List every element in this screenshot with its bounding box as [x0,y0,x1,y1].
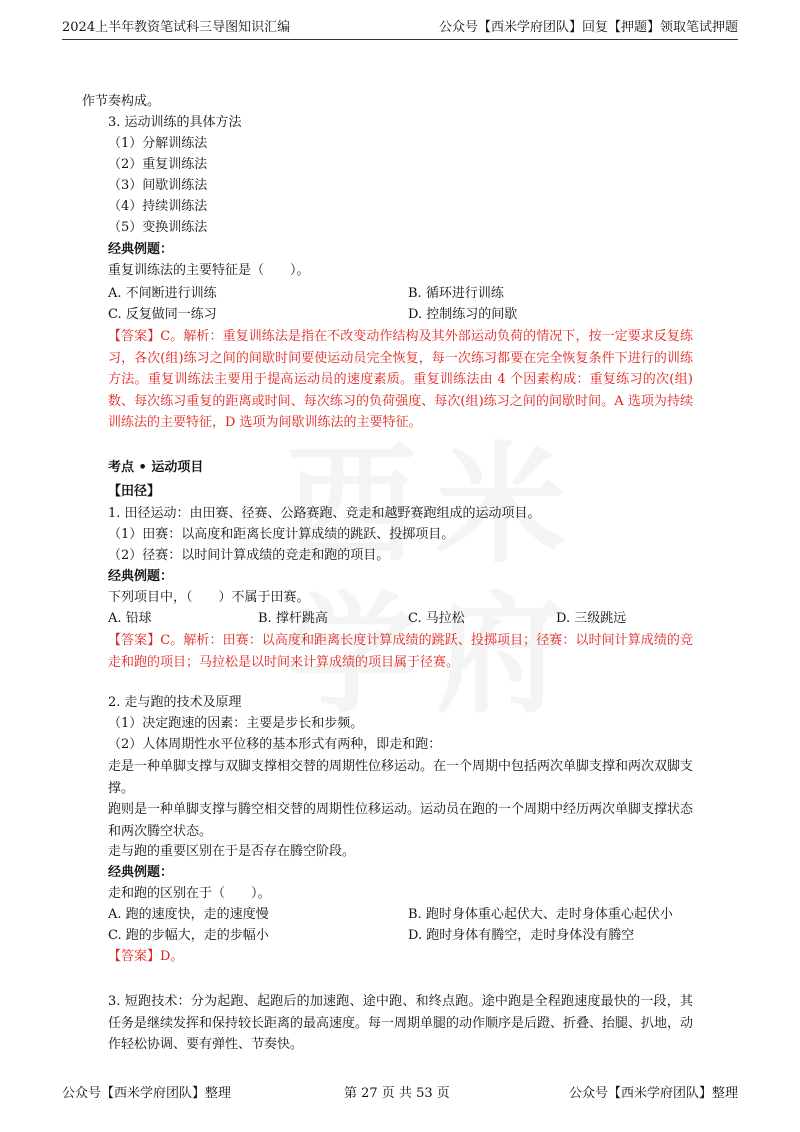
option-c: C. 跑的步幅大，走的步幅小 [108,928,269,943]
body-text: 1. 田径运动：由田赛、径赛、公路赛跑、竞走和越野赛跑组成的运动项目。 [108,506,541,521]
body-text: （1）田赛：以高度和距离长度计算成绩的跳跃、投掷项目。 [108,527,455,542]
option-c: C. 马拉松 [408,611,465,626]
page-footer [62,1084,738,1104]
example-label: 经典例题： [108,865,174,880]
answer-explanation: 【答案】C。解析：田赛：以高度和距离长度计算成绩的跳跃、投掷项目；径赛：以时间计算成绩的竞走和跑的项目；马拉松是以时间来计算成绩的项目属于径赛。 [108,633,693,670]
footer-right: 公众号【西米学府团队】整理 [568,1086,738,1101]
option-b: B. 撑杆跳高 [258,611,328,626]
body-text: （1）决定跑速的因素：主要是步长和步频。 [108,716,364,731]
watermark [286,430,616,730]
method-item: （4）持续训练法 [108,199,208,214]
question-text: 下列项目中，（ ）不属于田赛。 [108,590,310,605]
option-b: B. 跑时身体重心起伏大、走时身体重心起伏小 [408,907,673,922]
answer-explanation: 【答案】C。解析：重复训练法是指在不改变动作结构及其外部运动负荷的情况下，按一定要求反复练习，各次(组)练习之间的间歇时间要使运动员完全恢复，每一次练习都要在完全恢复条件下进行的训练方法。重复训练法主要用于提高运动员的速度素质。重复训练法由 4 个因素构成：重复练习的次(组)数、每次练习重复的距离或时间、每次练习的负荷强度、每次(组)练习之间的间歇时间。A 选项为持续训练法的主要特征，D 选项为间歇训练法的主要特征。 [108,329,693,430]
method-item: （1）分解训练法 [108,136,208,151]
option-c: C. 反复做同一练习 [108,307,217,322]
continued-text: 作节奏构成。 [82,94,161,109]
body-text: （2）径赛：以时间计算成绩的竞走和跑的项目。 [108,548,390,563]
question-text: 走和跑的区别在于（ ）。 [108,886,271,901]
header-title: 2024上半年教资笔试科三导图知识汇编 [62,20,291,35]
option-d: D. 三级跳远 [556,611,627,626]
heading-training-methods: 3. 运动训练的具体方法 [108,115,242,130]
option-b: B. 循环进行训练 [408,286,504,301]
option-a: A. 跑的速度快，走的速度慢 [108,907,269,922]
question-text: 重复训练法的主要特征是（ ）。 [108,263,310,278]
header-promo: 公众号【西米学府团队】回复【押题】领取笔试押题 [438,20,738,35]
option-d: D. 跑时身体有腾空，走时身体没有腾空 [408,928,635,943]
paragraph: 3. 短跑技术：分为起跑、起跑后的加速跑、途中跑、和终点跑。途中跑是全程跑速度最快的一段，其任务是继续发挥和保持较长距离的最高速度。每一周期单腿的动作顺序是后蹬、折叠、抬腿、扒地，动作轻松协调、要有弹性、节奏快。 [108,994,694,1052]
paragraph: 走是一种单脚支撑与双脚支撑相交替的周期性位移运动。在一个周期中包括两次单脚支撑和两次双脚支撑。 [108,759,694,796]
body-text: 走与跑的重要区别在于是否存在腾空阶段。 [108,844,356,859]
body-text: 2. 走与跑的技术及原理 [108,695,242,710]
method-item: （2）重复训练法 [108,157,208,172]
page-header [62,17,738,40]
example-label: 经典例题： [108,242,174,257]
method-item: （5）变换训练法 [108,220,208,235]
method-item: （3）间歇训练法 [108,178,208,193]
page-number: 第 27 页 共 53 页 [344,1086,450,1101]
footer-left: 公众号【西米学府团队】整理 [62,1086,232,1101]
option-a: A. 不间断进行训练 [108,286,217,301]
body-text: （2）人体周期性水平位移的基本形式有两种，即走和跑： [108,737,442,752]
paragraph: 跑则是一种单脚支撑与腾空相交替的周期性位移运动。运动员在跑的一个周期中经历两次单脚支撑状态和两次腾空状态。 [108,802,694,839]
option-a: A. 铅球 [108,611,152,626]
example-label: 经典例题： [108,569,174,584]
option-d: D. 控制练习的间歇 [408,307,518,322]
section-heading: 考点 • 运动项目 [108,460,204,475]
subsection-heading: 【田径】 [108,484,161,499]
answer-text: 【答案】D。 [108,949,184,964]
